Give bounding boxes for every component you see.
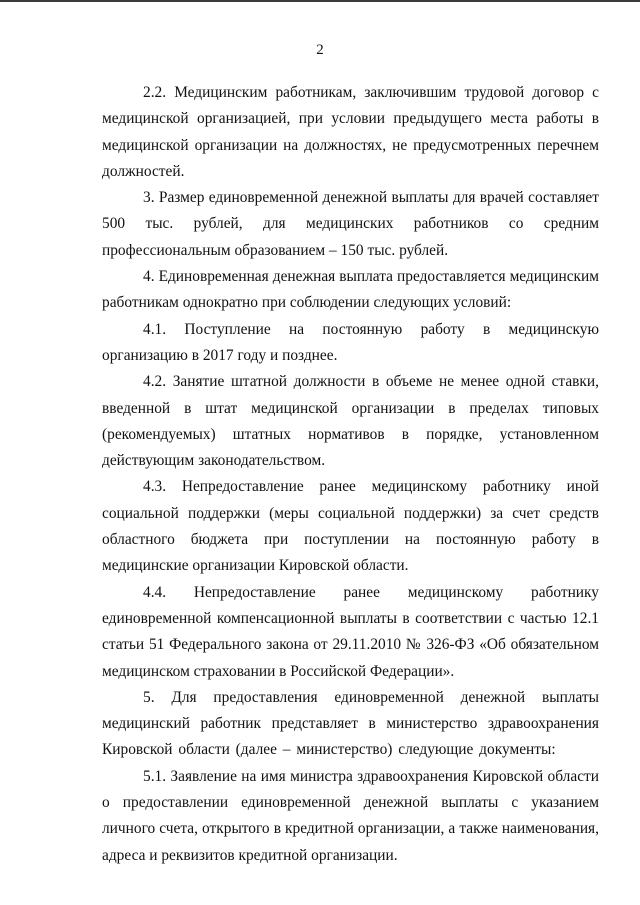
paragraph-5-1: 5.1. Заявление на имя министра здравоохранения Кировской области о предоставлении единовременной денежной выплаты с указанием личного счета, открытого в кредитной организации, а также наименования, адреса и реквизитов кредитной организации.: [102, 767, 599, 864]
paragraph-5: 5. Для предоставления единовременной денежной выплаты медицинский работник представляет в министерство здравоохранения Кировской области (далее – министерство) следующие документы:: [102, 688, 599, 759]
paragraph-4: 4. Единовременная денежная выплата предоставляется медицинским работникам однократно при соблюдении следующих условий:: [102, 268, 599, 312]
paragraph-4-2: 4.2. Занятие штатной должности в объеме не менее одной ставки, введенной в штат медицинской организации в пределах типовых (рекомендуемых) штатных нормативов в порядке, установленном действующим законодательством.: [102, 373, 599, 470]
document-body: [102, 80, 599, 869]
paragraph-4-4: 4.4. Непредоставление ранее медицинскому работнику единовременной компенсационной выплаты в соответствии с частью 12.1 статьи 51 Федерального закона от 29.11.2010 № 326-ФЗ «Об обязательном медицинском страховании в Российской Федерации».: [102, 583, 599, 680]
top-border-line: [0, 0, 640, 2]
paragraph-4-1: 4.1. Поступление на постоянную работу в медицинскую организацию в 2017 году и позднее.: [102, 320, 599, 364]
paragraph-2-2: 2.2. Медицинским работникам, заключившим трудовой договор с медицинской организацией, при условии предыдущего места работы в медицинской организации на должностях, не предусмотренных перечнем должностей.: [102, 84, 599, 180]
page-number: 2: [316, 42, 324, 58]
paragraph-3: 3. Размер единовременной денежной выплаты для врачей составляет 500 тыс. рублей, для медицинских работников со средним профессиональным образованием – 150 тыс. рублей.: [102, 189, 599, 259]
paragraph-4-3: 4.3. Непредоставление ранее медицинскому работнику иной социальной поддержки (меры социальной поддержки) за счет средств областного бюджета при поступлении на постоянную работу в медицинские организации Кировской области.: [102, 478, 599, 575]
